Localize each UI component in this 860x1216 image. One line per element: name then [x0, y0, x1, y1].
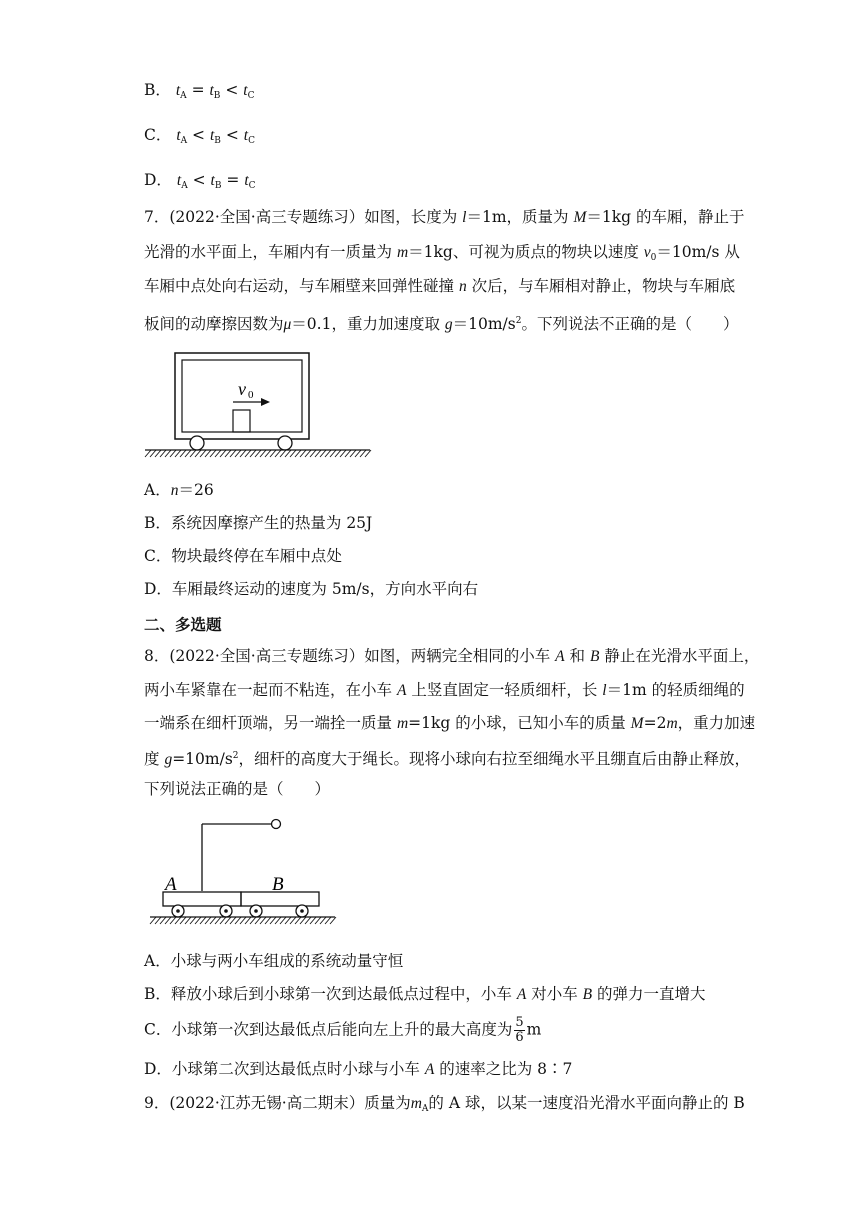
- hatch-stroke: [340, 450, 346, 457]
- q7-option-c: C．物块最终停在车厢中点处: [144, 547, 342, 565]
- hatch-stroke: [335, 450, 341, 457]
- hatch-stroke: [200, 450, 206, 457]
- hatch-stroke: [195, 917, 201, 924]
- q7-carriage-figure: [140, 345, 380, 460]
- hatch-stroke: [265, 917, 271, 924]
- hatch-stroke: [220, 917, 226, 924]
- hatch-stroke: [190, 450, 196, 457]
- hatch-stroke: [270, 450, 276, 457]
- hatch-stroke: [315, 450, 321, 457]
- q7-stem-line2: 光滑的水平面上，车厢内有一质量为 m＝1kg、可视为质点的物块以速度 $v_0=10m/s$ 从: [144, 243, 740, 263]
- hatch-stroke: [285, 450, 291, 457]
- hatch-stroke: [165, 450, 171, 457]
- q7-option-d: D．车厢最终运动的速度为 5m/s，方向水平向右: [144, 580, 479, 598]
- velocity-label-subscript: 0: [248, 389, 254, 401]
- hatch-stroke: [170, 450, 176, 457]
- fraction: $\frac{5}{6}$: [515, 1015, 524, 1045]
- hatch-stroke: [230, 450, 236, 457]
- hatch-stroke: [345, 450, 351, 457]
- hatch-stroke: [260, 450, 266, 457]
- hatch-stroke: [325, 917, 331, 924]
- hatch-stroke: [160, 450, 166, 457]
- hatch-stroke: [220, 450, 226, 457]
- hatch-stroke: [255, 917, 261, 924]
- q8-option-b: B．释放小球后到小球第一次到达最低点过程中，小车 A 对小车 B 的弹力一直增大: [144, 985, 706, 1003]
- hatch-stroke: [355, 450, 361, 457]
- wheel-hub: [300, 909, 304, 913]
- hatch-stroke: [230, 917, 236, 924]
- hatch-stroke: [320, 450, 326, 457]
- hatch-stroke: [330, 450, 336, 457]
- section-heading: 二、多选题: [144, 616, 222, 634]
- hatch-stroke: [185, 917, 191, 924]
- hatch-stroke: [330, 917, 336, 924]
- hatch-stroke: [205, 917, 211, 924]
- hatch-stroke: [305, 917, 311, 924]
- hatch-stroke: [240, 917, 246, 924]
- hatch-stroke: [360, 450, 366, 457]
- hatch-stroke: [310, 917, 316, 924]
- hatch-stroke: [320, 917, 326, 924]
- hatch-stroke: [235, 917, 241, 924]
- q9-stem-line1: 9．(2022·江苏无锡·高二期末）质量为$m_A$的 A 球，以某一速度沿光滑水平面向静止的 B: [144, 1094, 745, 1114]
- hatch-stroke: [310, 450, 316, 457]
- hatch-stroke: [225, 450, 231, 457]
- q8-stem-line4: 度 $g=10m/s^2$，细杆的高度大于绳长。现将小球向右拉至细绳水平且绷直后由静止释放，: [144, 750, 751, 768]
- hatch-stroke: [190, 917, 196, 924]
- hatch-stroke: [170, 917, 176, 924]
- hatch-stroke: [255, 450, 261, 457]
- hatch-stroke: [305, 450, 311, 457]
- hatch-stroke: [290, 450, 296, 457]
- hatch-stroke: [325, 450, 331, 457]
- q7-stem-line4: 板间的动摩擦因数为μ＝0.1，重力加速度取 $g=10m/s^2$。下列说法不正确的是（ ）: [144, 315, 739, 333]
- q7-option-a: A．n＝26: [144, 481, 214, 499]
- hatch-stroke: [270, 917, 276, 924]
- hatch-stroke: [290, 917, 296, 924]
- hatch-stroke: [185, 450, 191, 457]
- hatch-stroke: [155, 917, 161, 924]
- q8-option-d: D．小球第二次到达最低点时小球与小车 A 的速率之比为 8∶7: [144, 1060, 573, 1078]
- hatch-stroke: [280, 450, 286, 457]
- hatch-stroke: [145, 450, 151, 457]
- hatch-stroke: [300, 917, 306, 924]
- hatch-stroke: [275, 917, 281, 924]
- hatch-stroke: [295, 917, 301, 924]
- velocity-label: v: [238, 379, 246, 399]
- q8-option-a: A．小球与两小车组成的系统动量守恒: [144, 952, 404, 970]
- hatch-stroke: [210, 450, 216, 457]
- hatch-stroke: [225, 917, 231, 924]
- q6-option-b: B． $t_A = t_B < t_C$: [144, 81, 255, 101]
- hatch-stroke: [180, 450, 186, 457]
- hatch-stroke: [165, 917, 171, 924]
- q8-stem-line2: 两小车紧靠在一起而不粘连，在小车 A 上竖直固定一轻质细杆，长 l＝1m 的轻质细绳的: [144, 681, 745, 699]
- ground-hatching: [145, 450, 371, 457]
- hatch-stroke: [295, 450, 301, 457]
- hatch-stroke: [215, 917, 221, 924]
- hatch-stroke: [240, 450, 246, 457]
- q8-option-c: C．小球第一次到达最低点后能向左上升的最大高度为 $\frac{5}{6}$ m: [144, 1015, 542, 1045]
- hatch-stroke: [150, 917, 156, 924]
- right-wheel: [278, 436, 292, 450]
- hatch-stroke: [245, 450, 251, 457]
- hatch-stroke: [280, 917, 286, 924]
- wheels: [172, 905, 308, 917]
- hatch-stroke: [205, 450, 211, 457]
- q6-option-c: C． $t_A < t_B < t_C$: [144, 126, 255, 146]
- velocity-arrowhead: [261, 398, 270, 406]
- hatch-stroke: [315, 917, 321, 924]
- ground-hatching: [150, 917, 336, 924]
- cart-a-label: A: [165, 874, 177, 895]
- ball: [272, 820, 281, 829]
- hatch-stroke: [250, 917, 256, 924]
- q7-stem-line1: 7．(2022·全国·高三专题练习）如图，长度为 l＝1m，质量为 M＝1kg 的车厢，静止于: [144, 208, 745, 226]
- wheel-hub: [176, 909, 180, 913]
- hatch-stroke: [180, 917, 186, 924]
- wheel-hub: [224, 909, 228, 913]
- hatch-stroke: [175, 450, 181, 457]
- left-wheel: [190, 436, 204, 450]
- hatch-stroke: [215, 450, 221, 457]
- hatch-stroke: [200, 917, 206, 924]
- hatch-stroke: [150, 450, 156, 457]
- hatch-stroke: [350, 450, 356, 457]
- hatch-stroke: [160, 917, 166, 924]
- q8-stem-line3: 一端系在细杆顶端，另一端拴一质量 m=1kg 的小球，已知小车的质量 M=2m，重力加速: [144, 714, 756, 732]
- hatch-stroke: [275, 450, 281, 457]
- q8-carts-figure: [140, 812, 340, 937]
- hatch-stroke: [155, 450, 161, 457]
- hatch-stroke: [195, 450, 201, 457]
- cart-b-label: B: [272, 874, 284, 895]
- hatch-stroke: [245, 917, 251, 924]
- hatch-stroke: [175, 917, 181, 924]
- hatch-stroke: [365, 450, 371, 457]
- hatch-stroke: [235, 450, 241, 457]
- hatch-stroke: [250, 450, 256, 457]
- hatch-stroke: [285, 917, 291, 924]
- wheel-hub: [254, 909, 258, 913]
- block: [233, 410, 250, 432]
- q6-option-d: D． $t_A < t_B = t_C$: [144, 171, 256, 191]
- q7-stem-line3: 车厢中点处向右运动，与车厢壁来回弹性碰撞 n 次后，与车厢相对静止，物块与车厢底: [144, 277, 736, 295]
- hatch-stroke: [300, 450, 306, 457]
- hatch-stroke: [265, 450, 271, 457]
- q8-stem-line5: 下列说法正确的是（ ）: [144, 780, 331, 798]
- q8-stem-line1: 8．(2022·全国·高三专题练习）如图，两辆完全相同的小车 A 和 B 静止在光滑水平面上，: [144, 647, 760, 665]
- q7-option-b: B．系统因摩擦产生的热量为 25J: [144, 514, 373, 532]
- hatch-stroke: [260, 917, 266, 924]
- hatch-stroke: [210, 917, 216, 924]
